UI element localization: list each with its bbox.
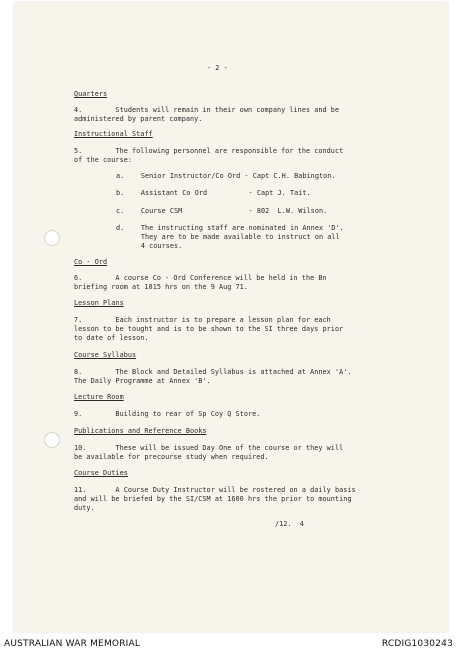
list-item: d. The instructing staff are nominated in Annex 'D'. xyxy=(116,224,344,232)
heading-co-ord: Co - Ord xyxy=(74,258,108,266)
list-item: 4 courses. xyxy=(116,242,183,250)
continuation-mark: /12. 4 xyxy=(275,520,304,528)
paragraph-line: The Daily Programme at Annex 'B'. xyxy=(74,377,211,385)
paragraph-line: 8. The Block and Detailed Syllabus is attached at Annex 'A'. xyxy=(74,368,352,376)
paragraph-line: of the course: xyxy=(74,156,132,164)
page-number: - 2 - xyxy=(207,64,228,72)
paragraph-line: 5. The following personnel are responsible for the conduct xyxy=(74,147,344,155)
paragraph-line: 4. Students will remain in their own company lines and be xyxy=(74,106,340,114)
punch-hole xyxy=(44,230,60,246)
paragraph-line: duty. xyxy=(74,504,95,512)
paragraph-line: 7. Each instructor is to prepare a lesson plan for each xyxy=(74,316,331,324)
paragraph-line: and will be briefed by the SI/CSM at 1600 hrs the prior to mounting xyxy=(74,495,352,503)
paragraph-line: be available for precourse study when required. xyxy=(74,453,269,461)
list-item: They are to be made available to instruct on all xyxy=(116,233,340,241)
list-item: b. Assistant Co Ord - Capt J. Tait. xyxy=(116,189,311,197)
paragraph-line: 6. A course Co - Ord Conference will be held in the Bn xyxy=(74,274,327,282)
document-page xyxy=(14,2,448,632)
footer-source: AUSTRALIAN WAR MEMORIAL xyxy=(4,639,141,649)
paragraph-line: 10. These will be issued Day One of the course or they will xyxy=(74,444,344,452)
heading-lecture-room: Lecture Room xyxy=(74,393,124,401)
paragraph-line: administered by parent company. xyxy=(74,115,203,123)
heading-course-syllabus: Course Syllabus xyxy=(74,351,137,359)
paragraph-line: lesson to be tought and is to be shown to the SI three days prior xyxy=(74,325,344,333)
heading-course-duties: Course Duties xyxy=(74,469,128,477)
paragraph-line: briefing room at 1015 hrs on the 9 Aug 71. xyxy=(74,283,248,291)
footer-id: RCDIG1030243 xyxy=(381,639,453,649)
list-item: c. Course CSM - 802 L.W. Wilson. xyxy=(116,207,328,215)
heading-publications: Publications and Reference Books xyxy=(74,427,207,435)
paragraph-line: 9. Building to rear of Sp Coy Q Store. xyxy=(74,410,261,418)
heading-instructional-staff: Instructional Staff xyxy=(74,130,153,138)
list-item: a. Senior Instructor/Co Ord - Capt C.H. Babington. xyxy=(116,172,336,180)
heading-lesson-plans: Lesson Plans xyxy=(74,299,124,307)
paragraph-line: 11. A Course Duty Instructor will be rostered on a daily basis xyxy=(74,486,356,494)
paragraph-line: to date of lesson. xyxy=(74,334,149,342)
punch-hole xyxy=(44,432,60,448)
heading-quarters: Quarters xyxy=(74,90,108,98)
